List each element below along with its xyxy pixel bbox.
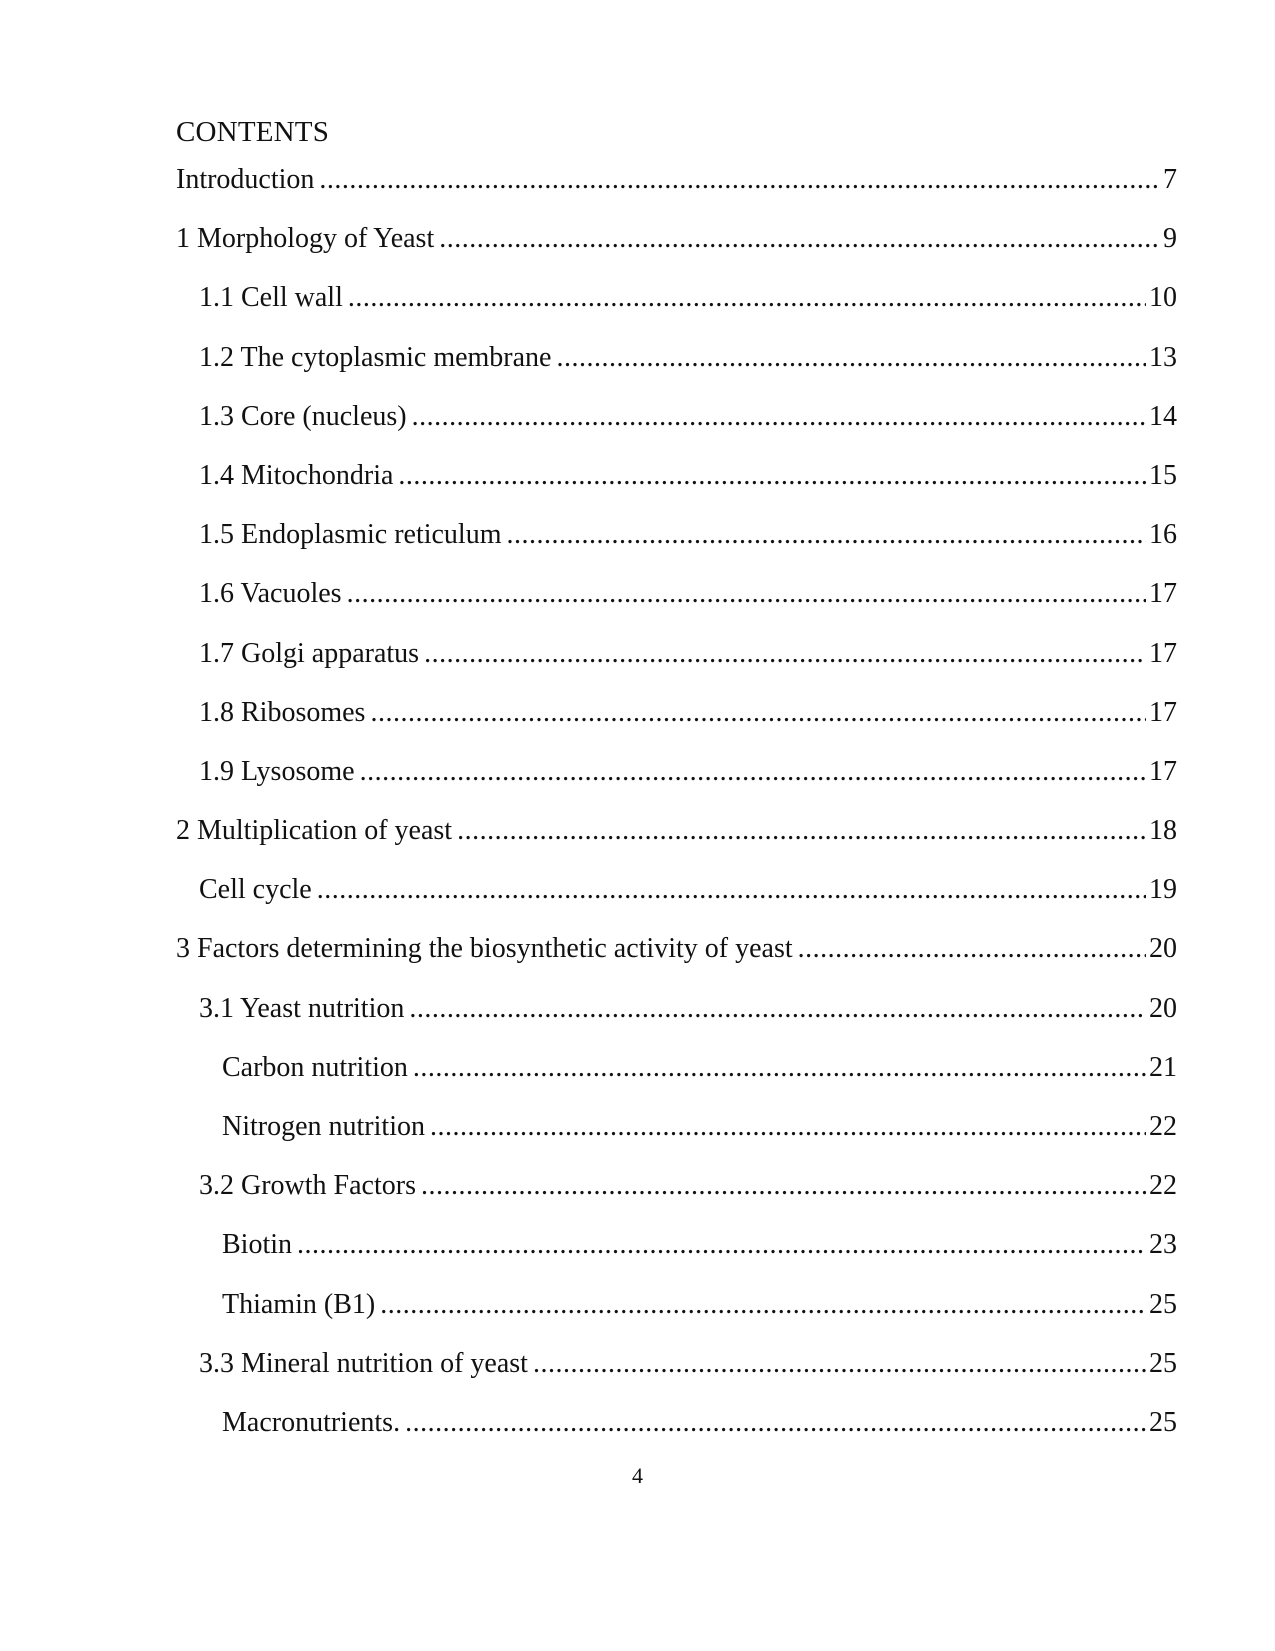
toc-entry-page: 10 <box>1149 282 1177 314</box>
toc-entry[interactable] <box>176 399 1177 458</box>
toc-entry-page: 25 <box>1149 1406 1177 1438</box>
toc-entry-title: Thiamin (B1) <box>222 1288 376 1320</box>
toc-entry[interactable] <box>176 754 1177 813</box>
toc-entry-page: 23 <box>1149 1229 1177 1261</box>
toc-entry-page: 25 <box>1149 1347 1177 1379</box>
page-number: 4 <box>632 1463 643 1488</box>
toc-entry-title: 1.5 Endoplasmic reticulum <box>199 519 502 551</box>
toc-entry-page: 18 <box>1149 815 1177 847</box>
toc-leader-dots <box>380 1287 1146 1323</box>
toc-entry-title: 3.2 Growth Factors <box>199 1170 416 1202</box>
toc-leader-dots <box>348 280 1146 316</box>
toc-entry-title: 1.6 Vacuoles <box>199 578 342 610</box>
toc-entry[interactable] <box>176 576 1177 635</box>
toc-entry[interactable] <box>176 1287 1177 1346</box>
toc-entry-title: 1 Morphology of Yeast <box>176 223 435 255</box>
toc-leader-dots <box>319 162 1160 198</box>
toc-entry[interactable] <box>176 1346 1177 1405</box>
toc-entry-page: 25 <box>1149 1288 1177 1320</box>
toc-entry-title: 3 Factors determining the biosynthetic activity of yeast <box>176 933 793 965</box>
toc-leader-dots <box>457 813 1146 849</box>
toc-entry-page: 17 <box>1149 637 1177 669</box>
toc-leader-dots <box>533 1346 1146 1382</box>
toc-entry-title: 1.1 Cell wall <box>199 282 343 314</box>
toc-entry-page: 7 <box>1163 164 1177 195</box>
toc-entry-title: 1.8 Ribosomes <box>199 696 366 728</box>
toc-entry-title: 3.1 Yeast nutrition <box>199 992 405 1024</box>
toc-entry-title: Cell cycle <box>199 874 312 906</box>
toc-leader-dots <box>424 636 1146 672</box>
toc-entry[interactable] <box>176 1109 1177 1168</box>
toc-leader-dots <box>421 1168 1146 1204</box>
toc-leader-dots <box>557 340 1147 376</box>
toc-leader-dots <box>317 872 1146 908</box>
toc-entry[interactable] <box>176 280 1177 339</box>
toc-leader-dots <box>360 754 1146 790</box>
toc-entry-page: 17 <box>1149 755 1177 787</box>
toc-entry[interactable] <box>176 931 1177 990</box>
toc-entry-page: 19 <box>1149 874 1177 906</box>
toc-entry-page: 17 <box>1149 696 1177 728</box>
toc-entry-title: 1.2 The cytoplasmic membrane <box>199 341 552 373</box>
toc-leader-dots <box>507 517 1147 553</box>
toc-entry-page: 20 <box>1149 992 1177 1024</box>
toc-entry-title: Biotin <box>222 1229 293 1261</box>
toc-entry[interactable] <box>176 695 1177 754</box>
toc-leader-dots <box>347 576 1146 612</box>
toc-entry-page: 20 <box>1149 933 1177 965</box>
toc-leader-dots <box>405 1405 1146 1441</box>
toc-entry-title: Introduction <box>176 164 315 195</box>
toc-entry-page: 13 <box>1149 341 1177 373</box>
toc-entry-page: 22 <box>1149 1170 1177 1202</box>
toc-entry-title: Macronutrients. <box>222 1406 401 1438</box>
toc-entry[interactable] <box>176 872 1177 931</box>
toc-entry[interactable] <box>176 162 1177 221</box>
toc-entry-title: 3.3 Mineral nutrition of yeast <box>199 1347 528 1379</box>
toc-entry-title: 1.3 Core (nucleus) <box>199 400 407 432</box>
toc-leader-dots <box>439 221 1160 257</box>
toc-entry[interactable] <box>176 636 1177 695</box>
toc-leader-dots <box>297 1227 1146 1263</box>
toc-leader-dots <box>413 1050 1146 1086</box>
toc-entry[interactable] <box>176 340 1177 399</box>
toc-leader-dots <box>370 695 1146 731</box>
toc-entry-title: Nitrogen nutrition <box>222 1111 425 1142</box>
toc-entry[interactable] <box>176 517 1177 576</box>
toc-leader-dots <box>798 931 1146 967</box>
toc-entry-page: 16 <box>1149 519 1177 551</box>
toc-entry[interactable] <box>176 458 1177 517</box>
toc-entry-page: 9 <box>1163 223 1177 255</box>
toc-entry-page: 14 <box>1149 400 1177 432</box>
toc-entry[interactable] <box>176 1050 1177 1109</box>
toc-entry-page: 21 <box>1149 1051 1177 1083</box>
toc-entry[interactable] <box>176 1168 1177 1227</box>
toc-entry-page: 22 <box>1149 1111 1177 1142</box>
toc-entry[interactable] <box>176 1227 1177 1286</box>
toc-leader-dots <box>398 458 1146 494</box>
table-of-contents <box>176 162 1177 1464</box>
toc-entry-title: 1.4 Mitochondria <box>199 459 394 491</box>
page-title: CONTENTS <box>176 116 330 148</box>
toc-leader-dots <box>430 1109 1146 1145</box>
toc-entry[interactable] <box>176 221 1177 280</box>
toc-entry-page: 15 <box>1149 459 1177 491</box>
toc-entry[interactable] <box>176 1405 1177 1464</box>
toc-entry[interactable] <box>176 991 1177 1050</box>
toc-entry-title: 1.9 Lysosome <box>199 755 355 787</box>
toc-leader-dots <box>409 991 1146 1027</box>
toc-entry[interactable] <box>176 813 1177 872</box>
toc-entry-page: 17 <box>1149 578 1177 610</box>
toc-leader-dots <box>412 399 1146 435</box>
toc-entry-title: Carbon nutrition <box>222 1051 408 1083</box>
toc-entry-title: 2 Multiplication of yeast <box>176 815 453 847</box>
toc-entry-title: 1.7 Golgi apparatus <box>199 637 420 669</box>
